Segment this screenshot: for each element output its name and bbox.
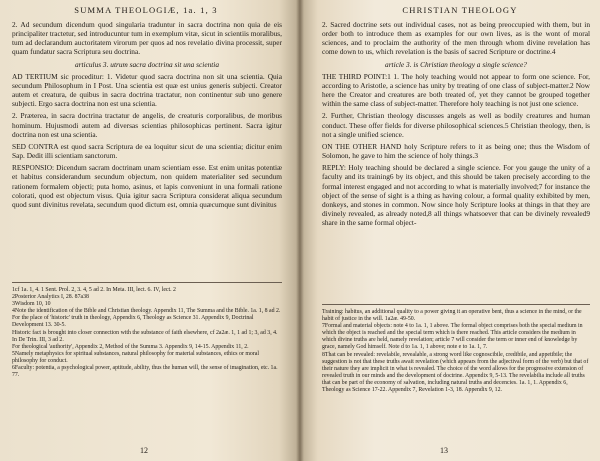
paragraph: ON THE OTHER HAND holy Scripture refers to it as being one; thus the Wisdom of Solomon, he gave to him the science of holy things.3 — [322, 141, 590, 161]
running-head: CHRISTIAN THEOLOGY — [402, 5, 518, 15]
article-heading: articulus 3. utrum sacra doctrina sit una scientia — [74, 59, 220, 69]
paragraph: RESPONSIO: Dicendum sacram doctrinam unam scientiam esse. Est enim unitas potentiæ et habitus considerandum secundum objectum, non quidem materialiter sed secundum rationem formalem objecti; puta homo, asinus, et lapis conveniunt in una formali ratione colorati, quod est objectum visus. Quia igitur sacra Scriptura considerat aliqua secundum quod sunt divinitus revelata, secundum quod dictum est, omnia quæcumque sunt divinitus — [12, 163, 282, 209]
paragraph: 2. Præterea, in sacra doctrina tractatur de angelis, de creaturis corporalibus, de moribus hominum. Hujusmodi autem ad diversas scientias philosophicas pertinent. Sacra igitur doctrina non est una scientia. — [12, 111, 282, 139]
footnote: 4Note the identification of the Bible and Christian theology. Appendix 11, The Summa and the Bible. 1a. 1, 8 ad 2. — [12, 308, 281, 315]
footnote: 7Formal and material objects: note 4 to 1a. 1, 1 above. The formal object comprises both the special medium in which the object is reached and the special term which is there reached. This article considers the medium in which divine truths are held, namely revelation; article 7 will consider the term or inner end of knowledge by grace, namely God himself. Note d to 1a. 1, 1 above; note e to 1a. 1, 7. — [322, 323, 583, 351]
footnote: Historic fact is brought into closer connection with the substance of faith elsewhere, cf 2a2æ. 1, 1 ad 1; 3, ad 3, 4. In De Trin. III, 3 ad 2. — [12, 329, 278, 343]
paragraph: 2. Further, Christian theology discusses angels as well as bodily creatures and human conduct. These offer fields for diverse philosophical sciences.5 Christian theology, then, is not a single unified science. — [322, 111, 590, 139]
footnote: For theological 'authority', Appendix 2, Method of the Summa 3. Appendix 9, 14-15. Appendix 11, 2. — [12, 343, 249, 350]
paragraph: AD TERTIUM sic proceditur: 1. Videtur quod sacra doctrina non sit una scientia. Quia secundum Philosophum in I Post. Una scientia est quæ est unius generis subjecti. Creator autem et creatura, de quibus in sacra doctrina tractatur, non continentur sub uno genere subjecti. Ergo sacra doctrina non est una scientia. — [12, 71, 282, 109]
running-head: SUMMA THEOLOGIÆ, 1a. 1, 3 — [74, 5, 218, 15]
paragraph: 2. Sacred doctrine sets out individual cases, not as being preoccupied with them, but in order both to introduce them as examples for our own lives, as is the wont of moral sciences, and to proclaim the authority of the men through whom divine revelation has come down to us, which revelation is the basis of sacred Scripture or doctrine.4 — [322, 20, 590, 57]
paragraph: REPLY: Holy teaching should be declared a single science. For you gauge the unity of a faculty and its training6 by its object, and this should be taken precisely according to the formal interest engaged and not according to what is materially involved;7 for instance the object of the sense of sight is a thing as having colour, a formal quality exhibited by men, donkeys, and stones in common. Now since holy Scripture looks at things in that they are divinely revealed, as already noted,8 all things whatsoever that can be divinely revealed9 share in the same formal object- — [322, 163, 590, 228]
paragraph: THE THIRD POINT:1 1. The holy teaching would not appear to form one science. For, according to Aristotle, a science has unity by treating of one class of subject-matter.2 Now here the Creator and creatures are both treated of, yet they cannot be grouped together within the same class of subject-matter. Therefore holy teaching is not just one science. — [322, 71, 590, 109]
footnote: 2Posterior Analytics I, 28. 87a38 — [12, 294, 89, 301]
footnote: For the place of 'historic' truth in theology, Appendix 6, Theology as Science 31. Appendix 9, Doctrinal Development 13. 30-5. — [12, 315, 254, 329]
footnotes — [322, 309, 590, 394]
footnote: 5Namely metaphysics for spiritual substances, natural philosophy for material substances, ethics or moral philosophy for conduct. — [12, 350, 259, 364]
page-number: 13 — [440, 446, 448, 455]
footnote: 8That can be revealed: revelabile, revealable, a strong word like cognoscibile, credibile, and appetibile; the suggestion is not that these truths await revelation (which appears from the adjectival form of the verb) but that of their nature they are implicit in what is revealed. The choice of the word allows for the progressive extension of revealed truth in our minds and the development of doctrine. Appendix 9, 5-13. The revelabilia include all truths that can be part of the economy of salvation, including natural truths and decencies. 1a. 1, 1. Appendix 6, Theology as Science 17-22. Appendix 7, Revelation 1-3, 18. Appendix 9, 12. — [322, 351, 589, 394]
right-page — [300, 0, 600, 461]
footnotes — [12, 287, 282, 379]
book-gutter — [296, 0, 304, 461]
footnote: 3Wisdom 10, 10 — [12, 301, 51, 308]
english-text — [322, 20, 590, 230]
latin-text — [12, 20, 282, 212]
paragraph: SED CONTRA est quod sacra Scriptura de ea loquitur sicut de una scientia; dicitur enim Sap. Dedit illi scientiam sanctorum. — [12, 141, 282, 161]
footnote-divider — [12, 282, 282, 283]
footnote: 1cf 1a. 1, 4. 1 Sent. Prol. 2, 3. 4, 5 ad 2. In Meta. III, lect. 6. IV, lect. 2 — [12, 287, 176, 293]
footnote: Training: habitus, an additional quality to a power giving it an operative bent, thus a science in the mind, or the habit of justice in the will. 1a2æ. 49-50. — [322, 309, 582, 323]
article-heading: article 3. is Christian theology a single science? — [385, 59, 527, 69]
page-number: 12 — [140, 446, 148, 455]
paragraph: 2. Ad secundum dicendum quod singularia traduntur in sacra doctrina non quia de eis principaliter tractetur, sed introducuntur tum in exemplum vitæ, sicut in scientiis moralibus, tum ad declarandum auctoritatem virorum per quos ad nos revelatio divina processit, super quam fundatur sacra Scriptura seu doctrina. — [12, 20, 282, 57]
footnote-divider — [322, 304, 590, 305]
footnote: 6Faculty: potentia, a psychological power, aptitude, ability, thus the human will, the sense of imagination, etc. 1a. 77. — [12, 365, 278, 379]
